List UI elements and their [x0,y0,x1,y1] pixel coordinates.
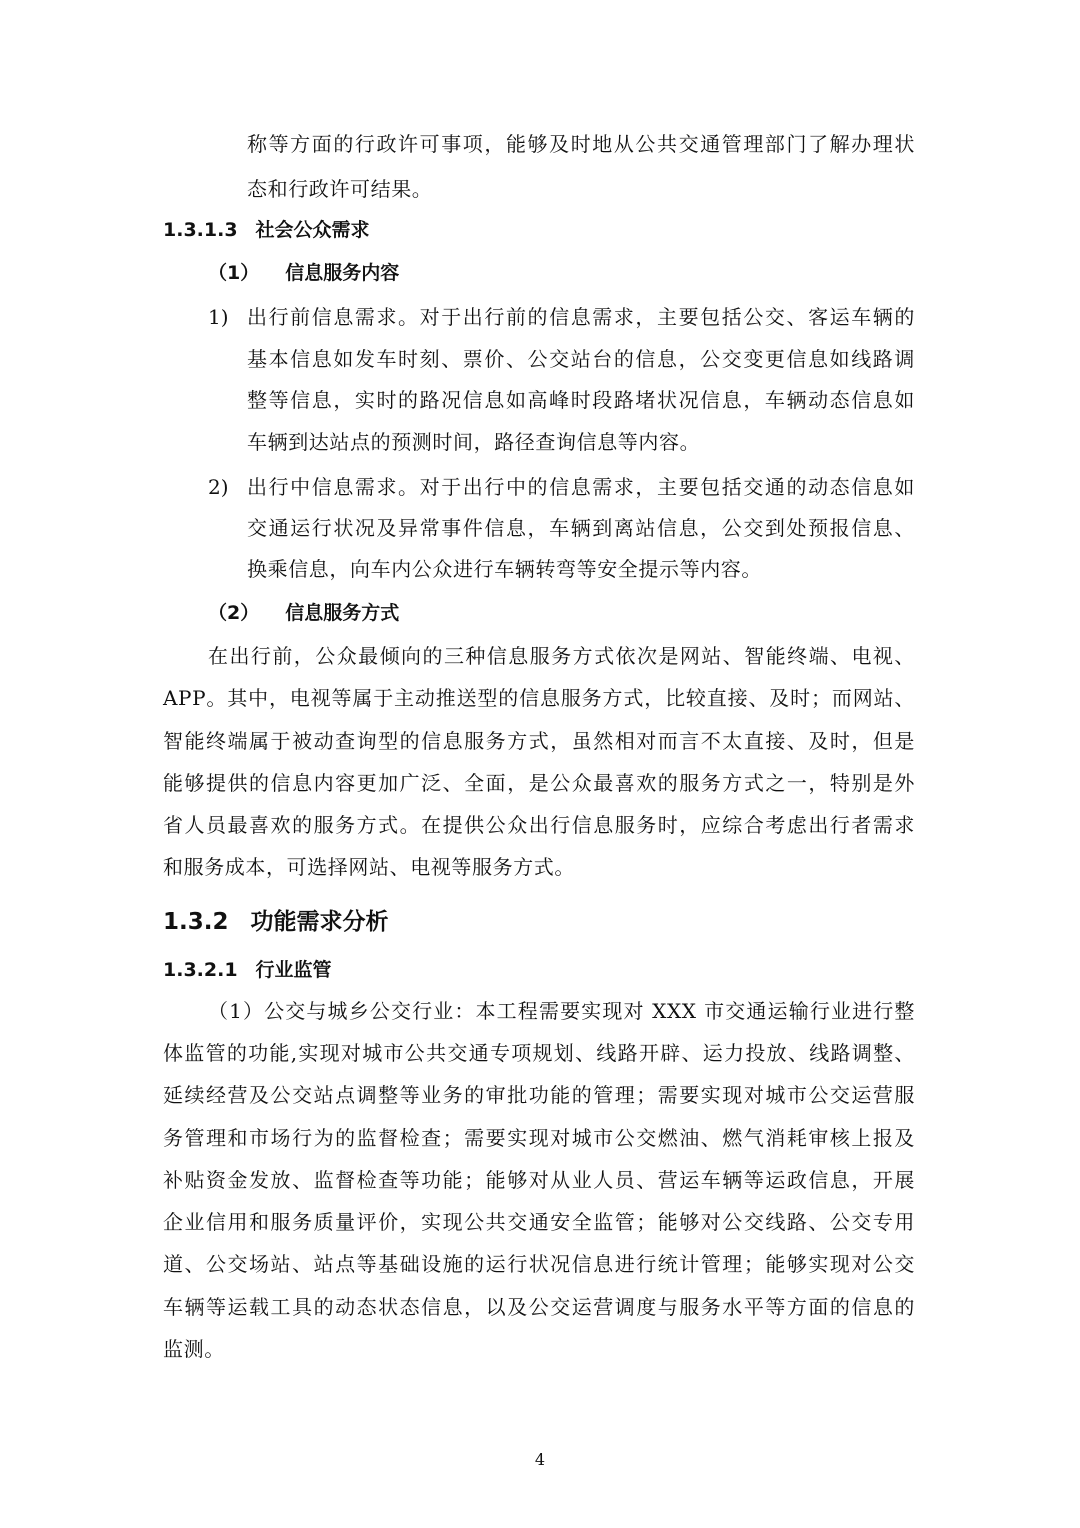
bus-para-line-8: 车辆等运载工具的动态状态信息，以及公交运营调度与服务水平等方面的信息的 [163,1295,915,1319]
section-title: 功能需求分析 [250,909,389,935]
item1-line-1: 出行前信息需求。对于出行前的信息需求，主要包括公交、客运车辆的 [247,305,915,329]
continuation-line-1: 称等方面的行政许可事项，能够及时地从公共交通管理部门了解办理状 [247,132,915,156]
service-para-line-4: 能够提供的信息内容更加广泛、全面，是公众最喜欢的服务方式之一，特别是外 [163,771,915,795]
subheading-number: （2） [208,602,260,624]
item1-line-2: 基本信息如发车时刻、票价、公交站台的信息，公交变更信息如线路调 [247,347,915,371]
bus-para-line-3: 延续经营及公交站点调整等业务的审批功能的管理；需要实现对城市公交运营服 [163,1083,915,1107]
item2-line-1: 出行中信息需求。对于出行中的信息需求，主要包括交通的动态信息如 [247,475,915,499]
bus-para-line-1: （1）公交与城乡公交行业：本工程需要实现对 XXX 市交通运输行业进行整 [208,999,915,1023]
section-number: 1.3.2 [163,909,229,935]
section-heading-1321 [163,956,332,984]
subheading-title: 信息服务方式 [285,602,400,624]
subheading-number: （1） [208,262,260,284]
service-para-line-5: 省人员最喜欢的服务方式。在提供公众出行信息服务时，应综合考虑出行者需求 [163,813,915,837]
service-para-line-6: 和服务成本，可选择网站、电视等服务方式。 [163,855,575,879]
subheading-title: 信息服务内容 [285,262,400,284]
bus-para-line-9: 监测。 [163,1337,225,1361]
bus-para-line-4: 务管理和市场行为的监督检查；需要实现对城市公交燃油、燃气消耗审核上报及 [163,1126,915,1150]
section-title: 行业监管 [255,959,332,981]
list-marker-2: 2) [208,475,229,499]
bus-para-line-6: 企业信用和服务质量评价，实现公共交通安全监管；能够对公交线路、公交专用 [163,1210,915,1234]
service-para-line-3: 智能终端属于被动查询型的信息服务方式，虽然相对而言不太直接、及时，但是 [163,729,915,753]
continuation-line-2: 态和行政许可结果。 [247,177,433,201]
bus-para-line-5: 补贴资金发放、监督检查等功能；能够对从业人员、营运车辆等运政信息，开展 [163,1168,915,1192]
list-marker-1: 1) [208,305,229,329]
bus-para-line-7: 道、公交场站、站点等基础设施的运行状况信息进行统计管理；能够实现对公交 [163,1252,915,1276]
item1-line-3: 整等信息，实时的路况信息如高峰时段路堵状况信息，车辆动态信息如 [247,388,915,412]
section-number: 1.3.1.3 [163,219,238,241]
page-number: 4 [534,1450,546,1469]
service-para-line-2: APP。其中，电视等属于主动推送型的信息服务方式，比较直接、及时；而网站、 [163,686,915,710]
service-para-line-1: 在出行前，公众最倾向的三种信息服务方式依次是网站、智能终端、电视、 [208,644,915,668]
section-heading-132 [163,906,389,938]
subheading-1 [208,259,399,287]
item1-line-4: 车辆到达站点的预测时间，路径查询信息等内容。 [247,430,701,454]
subheading-2 [208,599,399,627]
bus-para-line-2: 体监管的功能,实现对城市公共交通专项规划、线路开辟、运力投放、线路调整、 [163,1041,915,1065]
section-number: 1.3.2.1 [163,959,238,981]
section-heading-1313 [163,216,370,244]
section-title: 社会公众需求 [255,219,370,241]
item2-line-3: 换乘信息，向车内公众进行车辆转弯等安全提示等内容。 [247,557,762,581]
item2-line-2: 交通运行状况及异常事件信息，车辆到离站信息，公交到处预报信息、 [247,516,915,540]
